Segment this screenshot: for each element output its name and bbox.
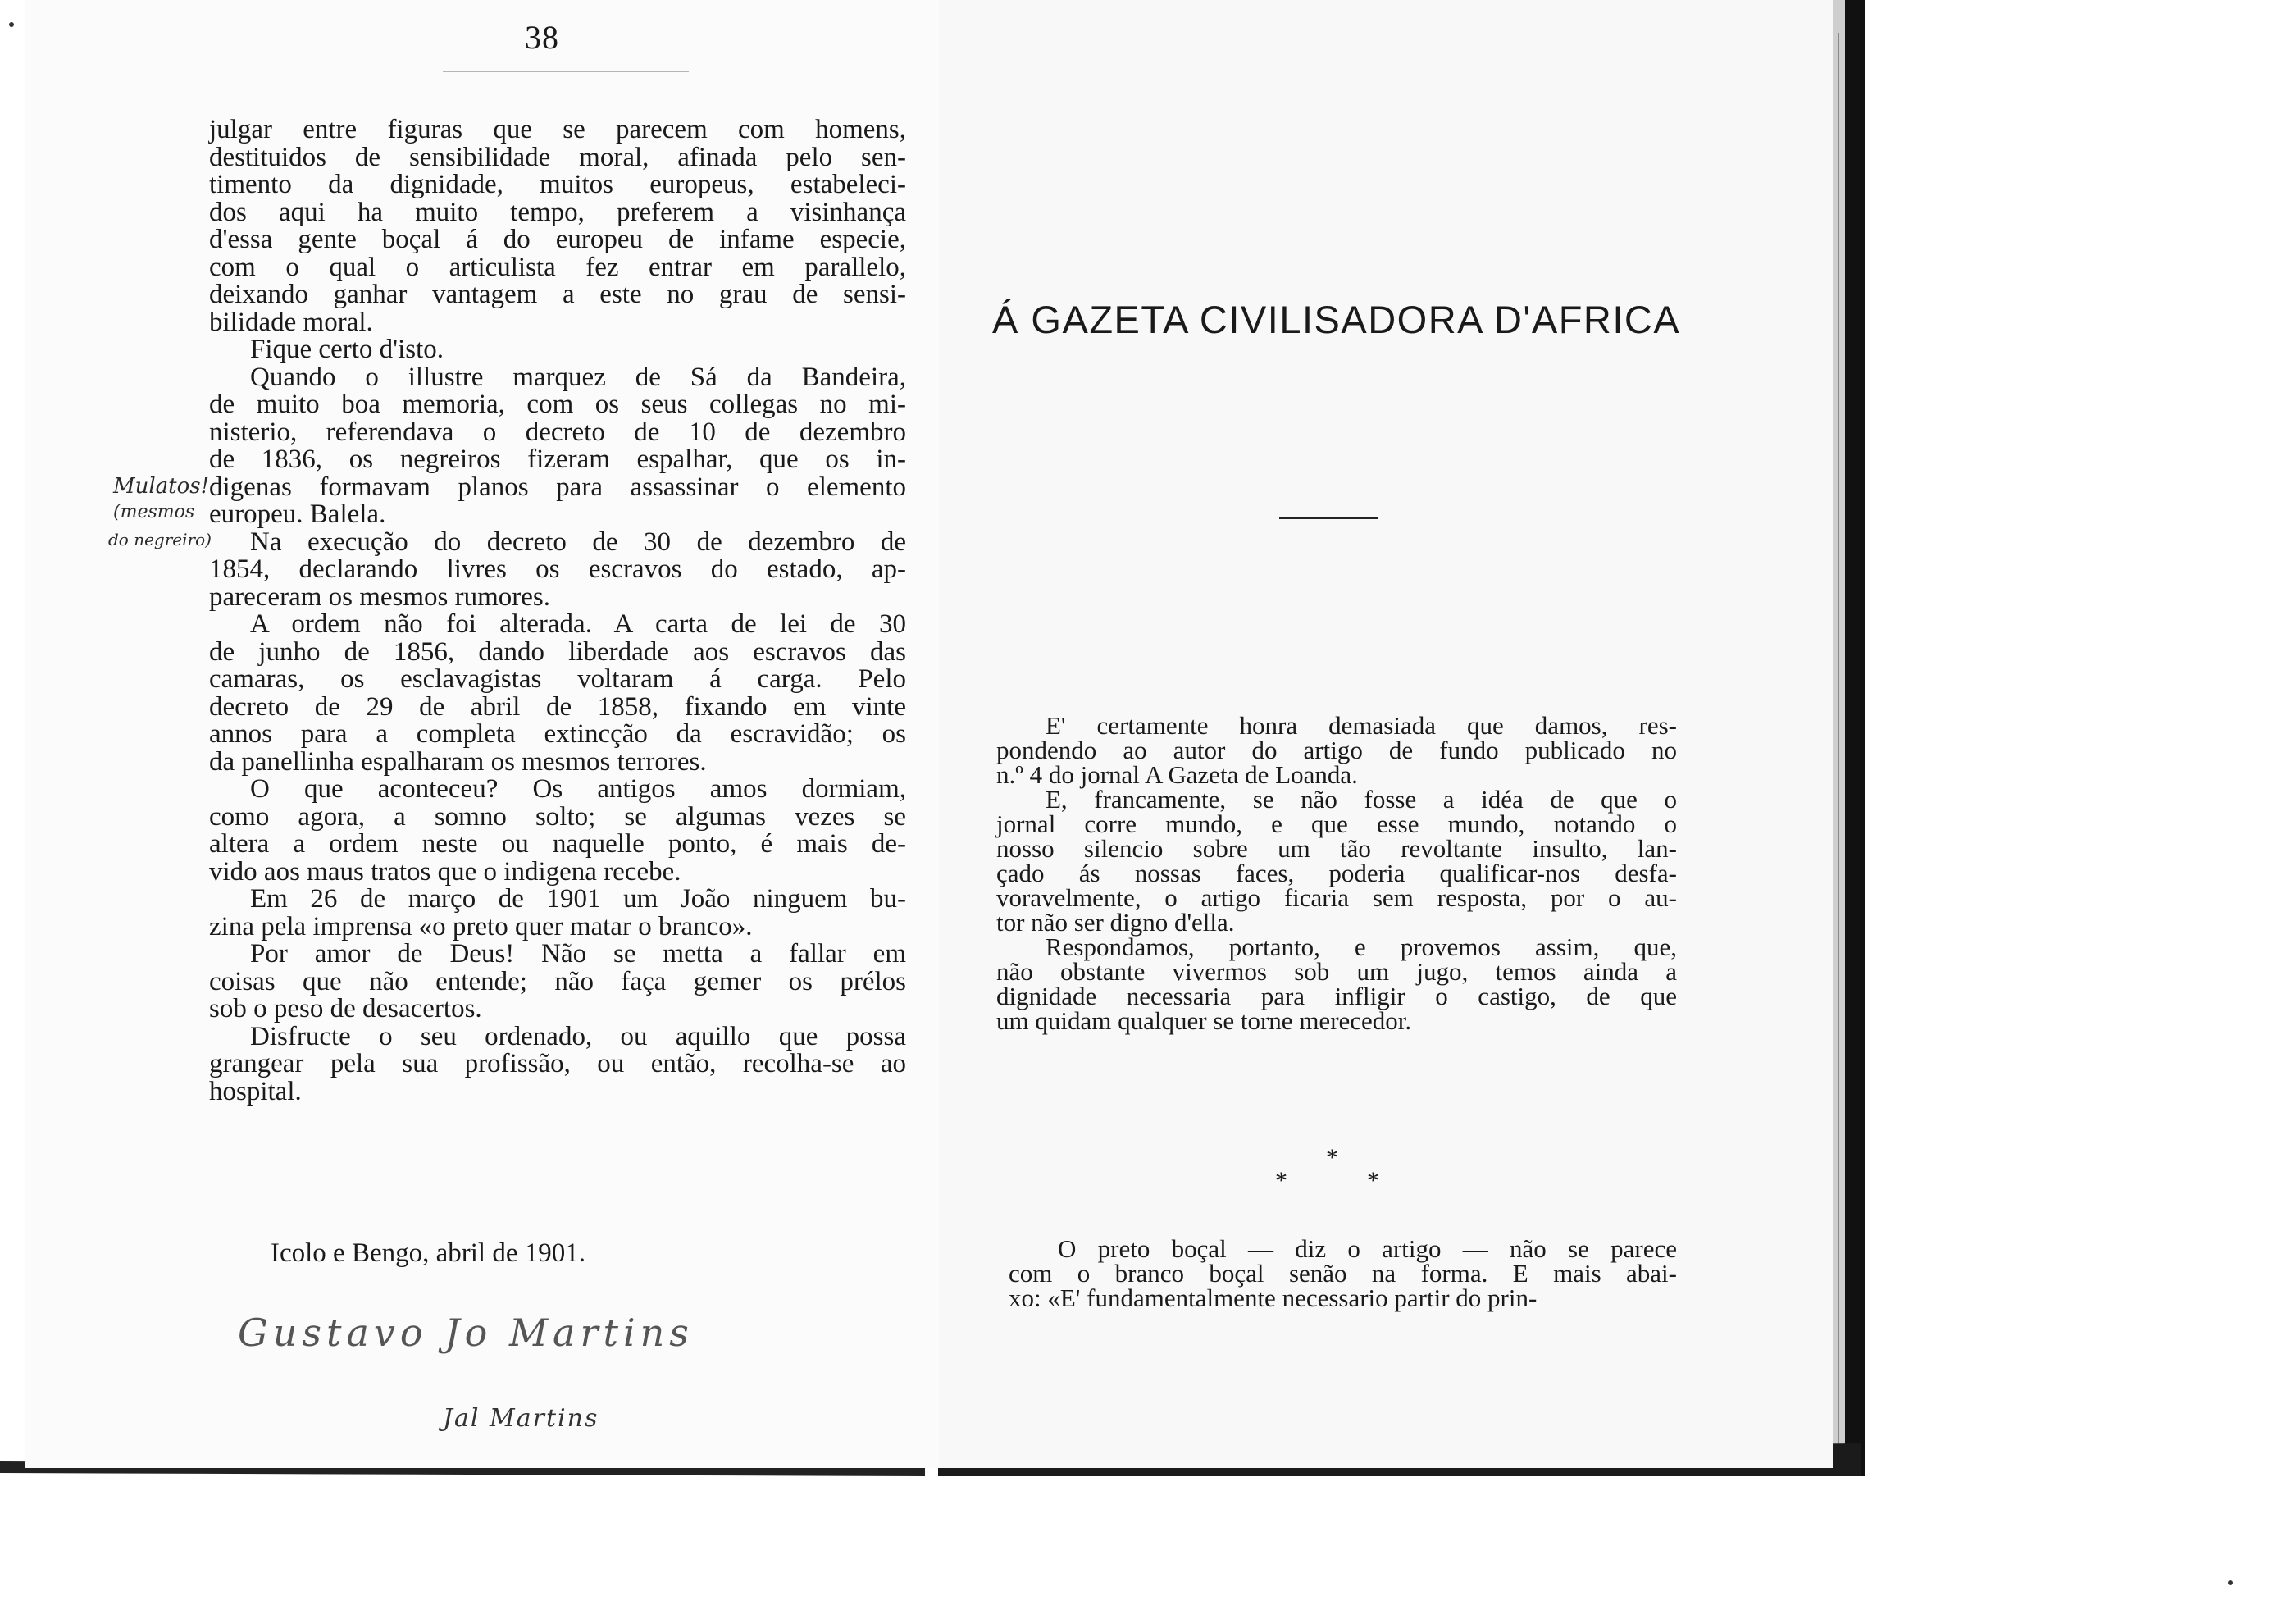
asterism-star: * — [1367, 1167, 1379, 1194]
text-line: Respondamos, portanto, e provemos assim, que, — [1046, 932, 1677, 961]
text-line: çado ás nossas faces, poderia qualificar-nos desfa- — [996, 859, 1677, 887]
text-line: deixando ganhar vantagem a este no grau de sensi- — [209, 280, 906, 309]
page-number: 38 — [525, 19, 559, 56]
text-line: com o qual o articulista fez entrar em parallelo, — [209, 252, 906, 282]
text-line: pareceram os mesmos rumores. — [209, 581, 551, 612]
text-line: Disfructe o seu ordenado, ou aquillo que possa — [250, 1021, 906, 1051]
text-line: xo: «E' fundamentalmente necessario partir do prin- — [1009, 1283, 1538, 1312]
right-paragraph — [1009, 1234, 1677, 1312]
header-rule — [443, 71, 689, 72]
text-line: digenas formavam planos para assassinar o elemento — [209, 472, 906, 502]
book-cover-edge — [1845, 0, 1866, 1476]
handwritten-margin-note: Mulatos! — [113, 474, 210, 499]
text-line: d'essa gente boçal á do europeu de infame especie, — [209, 225, 906, 254]
text-line: como agora, a somno solto; se algumas vezes se — [209, 801, 906, 832]
text-line: de muito boa memoria, com os seus collegas no mi- — [209, 390, 906, 419]
text-line: Quando o illustre marquez de Sá da Bandeira, — [250, 362, 906, 392]
text-line: n.º 4 do jornal A Gazeta de Loanda. — [996, 760, 1358, 789]
text-line: camaras, os esclavagistas voltaram á carga. Pelo — [209, 664, 906, 694]
text-line: Na execução do decreto de 30 de dezembro de — [250, 527, 906, 557]
article-title: Á GAZETA CIVILISADORA D'AFRICA — [992, 298, 1681, 341]
asterism-star: * — [1275, 1167, 1287, 1194]
text-line: pondendo ao autor do artigo de fundo publicado no — [996, 736, 1677, 764]
right-paragraph — [996, 711, 1677, 789]
text-line: com o branco boçal senão na forma. E mais abai- — [1009, 1259, 1677, 1288]
text-line: hospital. — [209, 1076, 302, 1106]
text-line: E, francamente, se não fosse a idéa de que o — [1046, 785, 1677, 814]
text-line: Em 26 de março de 1901 um João ninguem bu- — [250, 884, 906, 914]
text-line: 1854, declarando livres os escravos do estado, ap- — [209, 554, 906, 584]
text-line: grangear pela sua profissão, ou então, recolha-se ao — [209, 1049, 906, 1078]
text-line: não obstante vivermos sob um jugo, temos ainda a — [996, 957, 1677, 986]
text-line: jornal corre mundo, e que esse mundo, notando o — [996, 809, 1677, 838]
text-line: O preto boçal — diz o artigo — não se parece — [1058, 1234, 1677, 1263]
text-line: Por amor de Deus! Não se metta a fallar em — [250, 939, 906, 969]
text-line: nisterio, referendava o decreto de 10 de dezembro — [209, 417, 906, 447]
text-line: coisas que não entende; não faça gemer os prélos — [209, 966, 906, 996]
text-line: tor não ser digno d'ella. — [996, 908, 1235, 937]
text-line: vido aos maus tratos que o indigena recebe. — [209, 856, 681, 887]
text-line: dignidade necessaria para infligir o castigo, de que — [996, 982, 1677, 1010]
text-line: sob o peso de desacertos. — [209, 994, 482, 1024]
text-line: de 1836, os negreiros fizeram espalhar, que os in- — [209, 445, 906, 474]
text-line: Fique certo d'isto. — [250, 335, 444, 364]
text-line: timento da dignidade, muitos europeus, estabeleci- — [209, 170, 906, 199]
text-line: europeu. Balela. — [209, 499, 386, 529]
closing-place-date: Icolo e Bengo, abril de 1901. — [271, 1238, 585, 1268]
text-line: bilidade moral. — [209, 307, 373, 337]
handwritten-signature: Gustavo Jo Martins — [238, 1311, 694, 1355]
text-line: altera a ordem neste ou naquelle ponto, é mais de- — [209, 829, 906, 859]
left-page-body — [209, 116, 906, 1106]
text-line: um quidam qualquer se torne merecedor. — [996, 1006, 1412, 1035]
right-paragraph — [996, 787, 1677, 935]
title-rule — [1279, 517, 1378, 519]
text-line: zina pela imprensa «o preto quer matar o branco». — [209, 911, 753, 942]
text-line: nosso silencio sobre um tão revoltante insulto, lan- — [996, 834, 1677, 863]
text-line: julgar entre figuras que se parecem com homens, — [209, 115, 906, 144]
text-line: destituidos de sensibilidade moral, afinada pelo sen- — [209, 142, 906, 172]
text-line: annos para a completa extincção da escravidão; os — [209, 719, 906, 749]
asterism-star: * — [1326, 1144, 1338, 1171]
text-line: de junho de 1856, dando liberdade aos escravos das — [209, 636, 906, 667]
right-paragraph — [996, 932, 1677, 1035]
text-line: A ordem não foi alterada. A carta de lei de 30 — [250, 609, 906, 639]
text-line: O que aconteceu? Os antigos amos dormiam, — [250, 774, 906, 804]
section-asterism — [1275, 1144, 1398, 1193]
handwritten-margin-note: (mesmos — [113, 502, 195, 522]
text-line: E' certamente honra demasiada que damos, res- — [1046, 711, 1677, 740]
text-line: da panellinha espalharam os mesmos terrores. — [209, 746, 707, 777]
handwritten-margin-note: do negreiro) — [108, 530, 212, 549]
handwritten-signature-small: Jal Martins — [443, 1404, 599, 1433]
text-line: decreto de 29 de abril de 1858, fixando em vinte — [209, 691, 906, 722]
text-line: voravelmente, o artigo ficaria sem resposta, por o au- — [996, 883, 1677, 912]
text-line: dos aqui ha muito tempo, preferem a visinhança — [209, 197, 906, 227]
